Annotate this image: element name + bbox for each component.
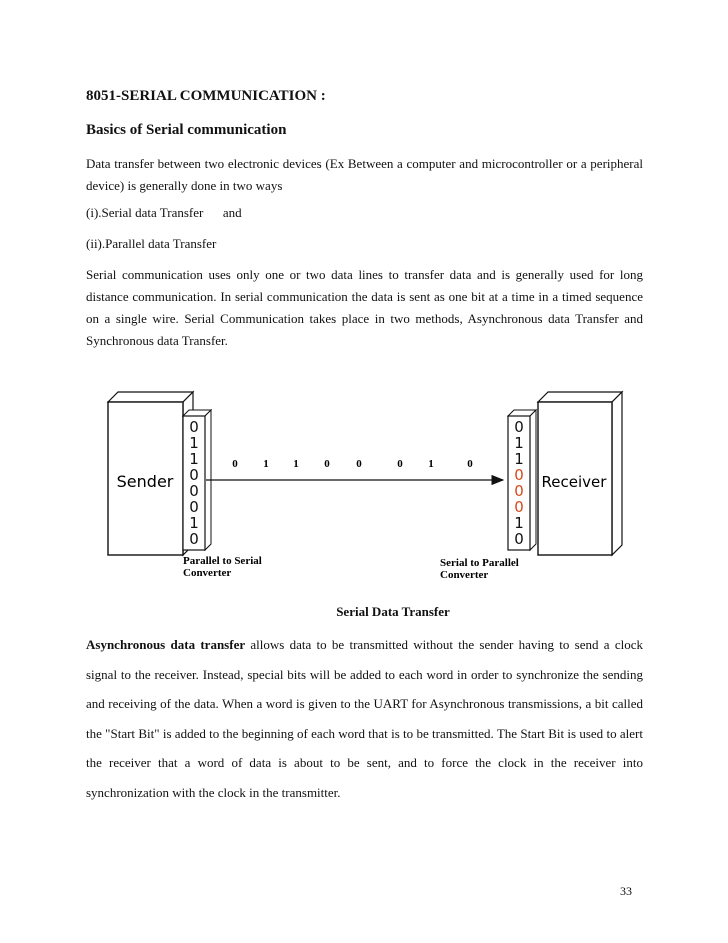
sender-bit-5: 0	[189, 498, 199, 516]
sender-bit-7: 0	[189, 530, 199, 548]
line-bit-4: 0	[356, 458, 362, 470]
receiver-bit-1: 1	[514, 434, 524, 452]
serial-to-parallel-converter	[508, 410, 536, 550]
page-title: 8051-SERIAL COMMUNICATION :	[86, 88, 326, 104]
line-bit-7: 0	[467, 458, 473, 470]
line-bit-6: 1	[428, 458, 434, 470]
right-converter-label-line2: Converter	[440, 569, 489, 581]
sender-bit-2: 1	[189, 450, 199, 468]
receiver-bit-5: 0	[514, 498, 524, 516]
right-converter-label-line1: Serial to Parallel	[440, 557, 519, 569]
sender-label: Sender	[116, 472, 174, 491]
page-number: 33	[620, 884, 632, 898]
sender-bit-0: 0	[189, 418, 199, 436]
line-bit-2: 1	[293, 458, 299, 470]
receiver-bit-2: 1	[514, 450, 524, 468]
sender-bit-4: 0	[189, 482, 199, 500]
receiver-label: Receiver	[541, 473, 607, 491]
serial-paragraph: Serial communication uses only one or two data lines to transfer data and is generally used for long distance communication. In serial communication the data is sent as one bit at a time in a timed sequence on a single wire. Serial Communication takes place in two methods, Asynchronous data Transfer and Synchronous data Transfer.	[86, 267, 643, 348]
section-heading: Basics of Serial communication	[86, 122, 287, 138]
left-converter-label-line1: Parallel to Serial	[183, 555, 262, 567]
receiver-bit-0: 0	[514, 418, 524, 436]
async-term: Asynchronous data transfer	[86, 637, 246, 652]
sender-bit-6: 1	[189, 514, 199, 532]
list-item-serial: (i).Serial data Transfer and	[86, 205, 242, 220]
figure-caption	[0, 604, 728, 620]
sender-bit-3: 0	[189, 466, 199, 484]
receiver-block	[538, 392, 622, 555]
async-text: allows data to be transmitted without the sender having to send a clock signal to the receiver. Instead, special bits will be added to each word in order to synchronize the sending and receiving of the data. When a word is given to the UART for Asynchronous transmissions, a bit called the "Start Bit" is added to the beginning of each word that is to be transmitted. The Start Bit is used to alert the receiver that a word of data is about to be sent, and to force the clock in the receiver into synchronization with the clock in the transmitter.	[86, 637, 643, 800]
intro-paragraph: Data transfer between two electronic devices (Ex Between a computer and microcontroller or a peripheral device) is generally done in two ways	[86, 156, 643, 193]
receiver-bit-6: 1	[514, 514, 524, 532]
receiver-bit-7: 0	[514, 530, 524, 548]
sender-block	[108, 392, 193, 555]
serial-transfer-diagram	[0, 380, 728, 590]
line-bit-5: 0	[397, 458, 403, 470]
caption-text: Serial Data Transfer	[336, 604, 450, 619]
async-paragraph	[86, 630, 643, 807]
line-bit-3: 0	[324, 458, 330, 470]
receiver-bit-3: 0	[514, 466, 524, 484]
left-converter-label-line2: Converter	[183, 567, 232, 579]
list-item-parallel: (ii).Parallel data Transfer	[86, 236, 217, 251]
line-bit-1: 1	[263, 458, 269, 470]
sender-bit-1: 1	[189, 434, 199, 452]
receiver-bit-4: 0	[514, 482, 524, 500]
line-bit-0: 0	[232, 458, 238, 470]
